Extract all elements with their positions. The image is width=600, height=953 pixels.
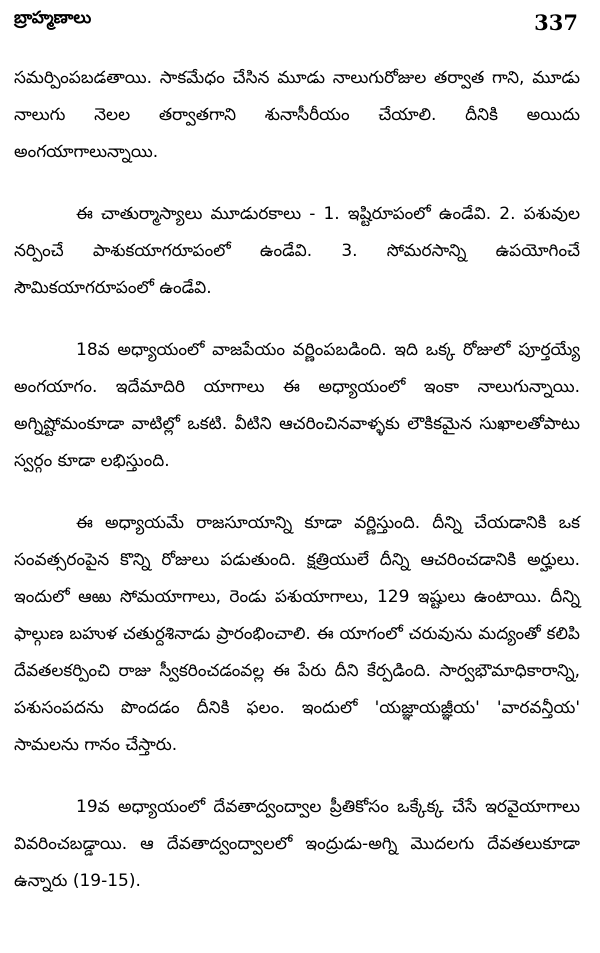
body-text (14, 60, 580, 925)
paragraph-1: సమర్పింపబడతాయి. సాకమేధం చేసిన మూడు నాలుగురోజుల తర్వాత గాని, మూడు నాలుగు నెలల తర్వాతగాని శునాసీరీయం చేయాలి. దీనికి అయిదు అంగయాగాలున్నాయి. (14, 68, 580, 162)
paragraph-5: 19వ అధ్యాయంలో దేవతాద్వంద్వాల ప్రీతికోసం ఒక్కేక్క చేసే ఇరవైయాగాలు వివరించబడ్డాయి. ఆ దేవతాద్వంద్వాలలో ఇంద్రుడు-అగ్ని మొదలగు దేవతలుకూడా ఉన్నారు (19-15). (14, 797, 580, 891)
running-head: బ్రాహ్మణాలు (14, 8, 92, 28)
page-number: 337 (534, 10, 578, 35)
paragraph-2: ఈ చాతుర్మాస్యాలు మూడురకాలు - 1. ఇష్టిరూపంలో ఉండేవి. 2. పశువుల నర్పించే పాశుకయాగరూపంలో ఉండేవి. 3. సోమరసాన్ని ఉపయోగించే సౌమికయాగరూపంలో ఉండేవి. (14, 204, 580, 298)
paragraph-3: 18వ అధ్యాయంలో వాజపేయం వర్ణింపబడింది. ఇది ఒక్క రోజులో పూర్తయ్యే అంగయాగం. ఇదేమాదిరి యాగాలు ఈ అధ్యాయంలో ఇంకా నాలుగున్నాయి. అగ్నిష్టోమంకూడా వాటిల్లో ఒకటి. వీటిని ఆచరించినవాళ్ళకు లౌకికమైన సుఖాలతోపాటు స్వర్గం కూడా లభిస్తుంది. (14, 340, 580, 471)
paragraph-4: ఈ అధ్యాయమే రాజసూయాన్ని కూడా వర్ణిస్తుంది. దీన్ని చేయడానికి ఒక సంవత్సరంపైన కొన్ని రోజులు పడుతుంది. క్షత్రియులే దీన్ని ఆచరించడానికి అర్హులు. ఇందులో ఆఱు సోమయాగాలు, రెండు పశుయాగాలు, 129 ఇష్టులు ఉంటాయి. దీన్ని ఫాల్గుణ బహుళ చతుర్దశినాడు ప్రారంభించాలి. ఈ యాగంలో చరువును మద్యంతో కలిపి దేవతలకర్పించి రాజు స్వీకరించడంవల్ల ఈ పేరు దీని కేర్పడింది. సార్వభౌమాధికారాన్ని, పశుసంపదను పొందడం దీనికి ఫలం. ఇందులో 'యజ్ఞాయజ్ఞీయ' 'వారవన్తీయ' సామలను గానం చేస్తారు. (14, 513, 580, 755)
page-header (14, 4, 578, 44)
